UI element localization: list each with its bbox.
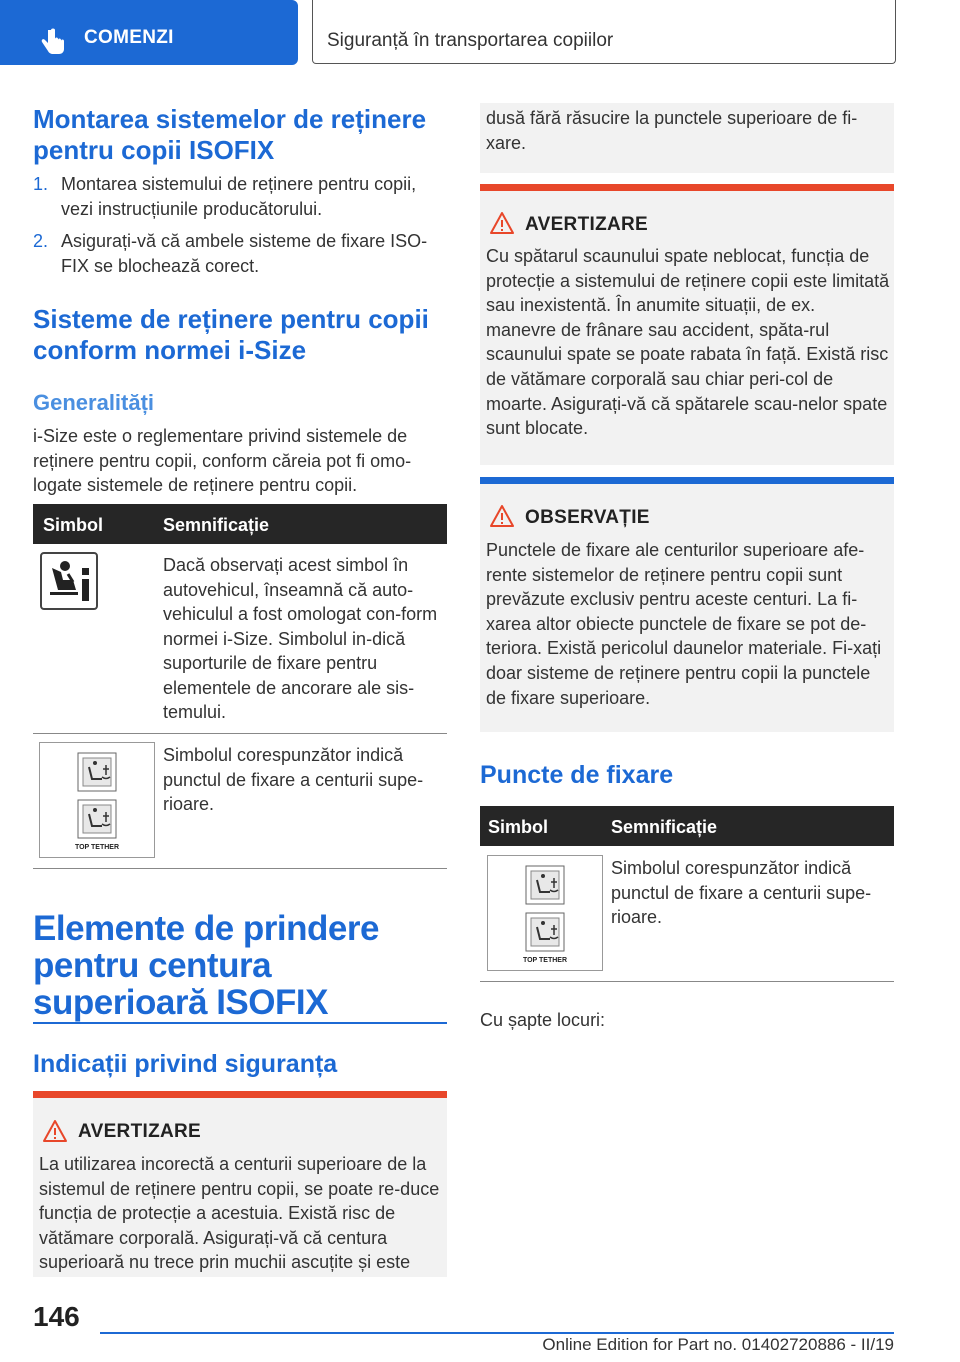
top-tether-anchor-icon: [487, 855, 603, 971]
row-divider: [33, 868, 447, 869]
tether-heading: Elemente de prindere pentru centura superioară ISOFIX: [33, 909, 379, 1022]
isize-meaning: Dacă observați acest simbol în autovehicul, înseamnă că auto‐vehiculul a fost omologat con‐form normei i-Size. Simbolul in‐dică suporturile de fixare pentru elementele de ancorare ale sis‐temului.: [163, 555, 438, 722]
edition-text: Online Edition for Part no. 01402720886 - II/19: [542, 1335, 894, 1354]
safety-heading: Indicații privind siguranța: [33, 1050, 338, 1078]
notice-title: OBSERVAȚIE: [525, 507, 650, 528]
row-divider: [33, 733, 447, 734]
top-tether-anchor-icon: [39, 742, 155, 858]
list-item: [33, 172, 449, 221]
warning-box: [480, 184, 894, 465]
warning-title: AVERTIZARE: [78, 1121, 201, 1142]
chapter-title: Siguranță în transportarea copiilor: [327, 30, 614, 51]
warning-text-continued: dusă fără răsucire la punctele superioare de fi‐xare.: [486, 108, 858, 153]
warning-text: La utilizarea incorectă a centurii superioare de la sistemul de reținere pentru copii, se poate re‐duce funcția de protecție a acestuia. Există risc de vătămare corporală. Asigurați-vă că centura superioară nu trece prin muchii ascuțite și este: [39, 1154, 440, 1273]
seven-seats-text: Cu șapte locuri:: [480, 1010, 606, 1030]
general-text: i-Size este o reglementare privind sistemele de reținere pentru copii, conform căreia pot fi omo‐logate sistemele de reținere pentru copii.: [33, 426, 412, 495]
notice-text: Punctele de fixare ale centurilor superioare afe‐rente sistemelor de reținere pentru copii sunt prevăzute exclusiv pentru aceste centuri. La fi‐xarea altor obiecte punctele de fixare se pot de‐teriora. Există pericolul daunelor materiale. Fi‐xați doar sisteme de reținere pentru copii la punctele de fixare superioare.: [486, 540, 882, 708]
table-header: [480, 806, 894, 846]
notice-box: [480, 477, 894, 732]
tether-meaning: Simbolul corespunzător indică punctul de fixare a centurii supe‐rioare.: [163, 745, 424, 814]
warning-triangle-icon: [42, 1119, 68, 1143]
col-meaning: Semnificație: [611, 817, 718, 837]
warning-text: Cu spătarul scaunului spate neblocat, funcția de protecție a sistemului de reținere copii este limitată sau inexistentă. În anumite situații, de ex. manevre de frânare sau accident, spăta‐rul scaunului spate se poate rabata în față. Există risc de vătămare corporală sau chiar peri‐col de moarte. Asigurați-vă că spătarele scau‐nelor spate sunt blocate.: [486, 246, 890, 439]
warning-box-continued: [480, 103, 894, 173]
svg-text:TOP TETHER: TOP TETHER: [74, 844, 120, 851]
warning-bar: [33, 1091, 447, 1098]
isize-child-seat-icon: [40, 552, 98, 610]
warning-triangle-icon: [489, 211, 515, 235]
row-divider: [480, 981, 894, 982]
step-text: Asigurați-vă că ambele sisteme de fixare ISO‐FIX se blochează corect.: [61, 231, 428, 276]
step-number: 2.: [33, 231, 49, 251]
footer-rule: [100, 1332, 894, 1334]
step-text: Montarea sistemului de reținere pentru copii, vezi instrucțiunile producătorului.: [61, 174, 417, 219]
col-meaning: Semnificație: [163, 515, 270, 535]
step-number: 1.: [33, 174, 49, 194]
svg-text:TOP TETHER: TOP TETHER: [522, 957, 568, 964]
general-heading: Generalități: [33, 390, 155, 415]
isofix-heading: Montarea sistemelor de reținere pentru copii ISOFIX: [33, 104, 427, 165]
points-heading: Puncte de fixare: [480, 761, 674, 789]
warning-bar: [480, 184, 894, 191]
heading-rule: [33, 1022, 447, 1024]
warning-title: AVERTIZARE: [525, 214, 648, 235]
isize-heading: Sisteme de reținere pentru copii conform normei i-Size: [33, 304, 429, 365]
col-symbol: Simbol: [43, 515, 104, 535]
section-tab-label: COMENZI: [84, 27, 174, 48]
tether-meaning: Simbolul corespunzător indică punctul de fixare a centurii supe‐rioare.: [611, 858, 872, 927]
section-tab[interactable]: [0, 0, 298, 65]
pointing-hand-icon: [40, 28, 66, 56]
list-item: [33, 229, 449, 278]
table-header: [33, 504, 447, 544]
page-number: 146: [33, 1301, 80, 1332]
notice-bar: [480, 477, 894, 484]
warning-box: [33, 1091, 447, 1277]
notice-triangle-icon: [489, 504, 515, 528]
chapter-tab[interactable]: [312, 0, 896, 64]
col-symbol: Simbol: [488, 817, 549, 837]
